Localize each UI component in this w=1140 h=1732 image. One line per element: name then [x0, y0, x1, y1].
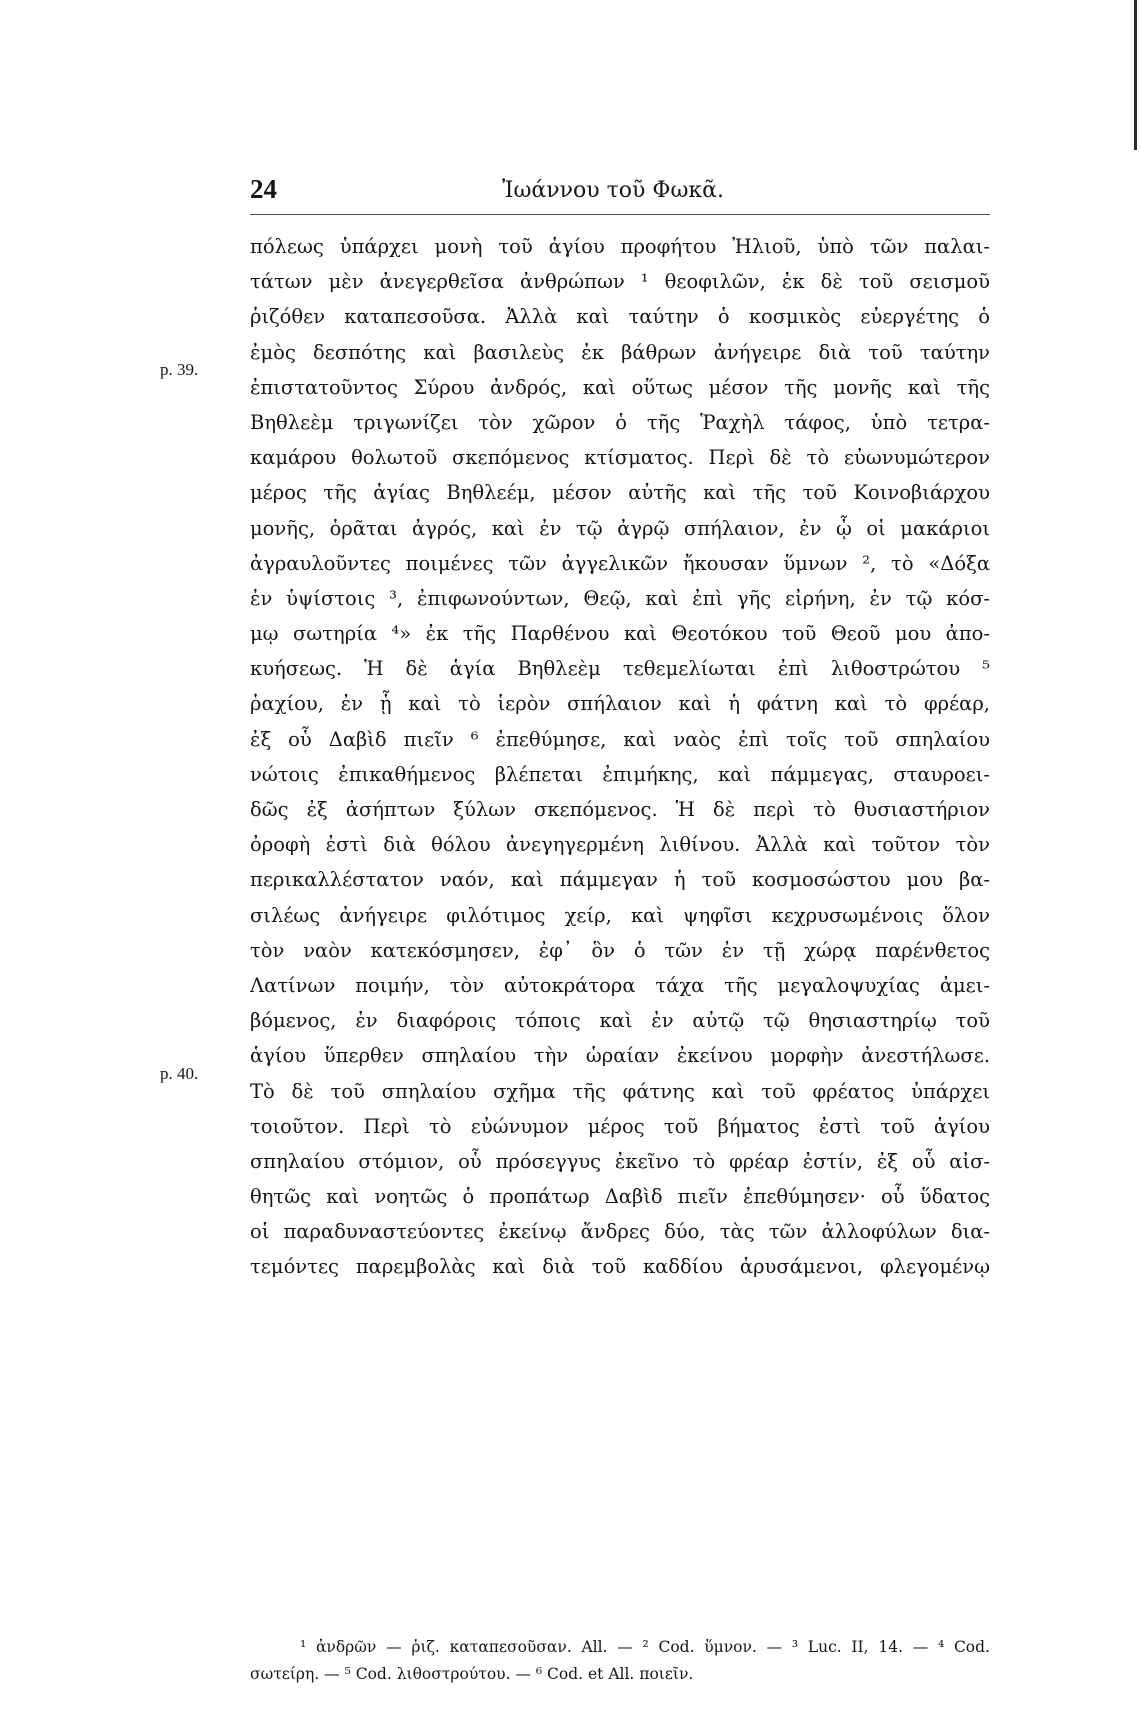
margin-note-p40: p. 40. [160, 1064, 199, 1083]
text-line: μῳ σωτηρία ⁴» ἐκ τῆς Παρθένου καὶ Θεοτόκου τοῦ Θεοῦ μου ἀπο- [250, 622, 990, 646]
text-line: θητῶς καὶ νοητῶς ὁ προπάτωρ Δαβὶδ πιεῖν ἐπεθύμησεν· οὗ ὕδατος [250, 1185, 990, 1209]
text-line: οἱ παραδυναστεύοντες ἐκείνῳ ἄνδρες δύο, τὰς τῶν ἀλλοφύλων δια- [250, 1220, 990, 1244]
text-line: ἁγίου ὕπερθεν σπηλαίου τὴν ὡραίαν ἐκείνου μορφὴν ἀνεστήλωσε. [250, 1044, 990, 1068]
text-line: δῶς ἐξ ἀσήπτων ξύλων σκεπόμενος. Ἡ δὲ περὶ τὸ θυσιαστήριον [250, 798, 990, 821]
text-line: μονῆς, ὁρᾶται ἀγρός, καὶ ἐν τῷ ἀγρῷ σπήλαιον, ἐν ᾧ οἱ μακάριοι [250, 516, 990, 540]
text-line: τὸν ναὸν κατεκόσμησεν, ἐφ᾽ ὃν ὁ τῶν ἐν τῇ χώρᾳ παρένθετος [250, 938, 990, 962]
footnote-line: σωτείρη. — ⁵ Cod. λιθοστρούτου. — ⁶ Cod. et All. ποιεῖν. [250, 1665, 694, 1683]
text-line: ἐμὸς δεσπότης καὶ βασιλεὺς ἐκ βάθρων ἀνήγειρε διὰ τοῦ ταύτην [250, 340, 990, 364]
text-line: ῥαχίου, ἐν ᾗ καὶ τὸ ἱερὸν σπήλαιον καὶ ἡ φάτνη καὶ τὸ φρέαρ, [250, 692, 990, 716]
running-title: Ἰωάννου τοῦ Φωκᾶ. [502, 178, 724, 203]
text-line: Τὸ δὲ τοῦ σπηλαίου σχῆμα τῆς φάτνης καὶ τοῦ φρέατος ὑπάρχει [250, 1079, 990, 1103]
text-line: τάτων μὲν ἀνεγερθεῖσα ἀνθρώπων ¹ θεοφιλῶν, ἐκ δὲ τοῦ σεισμοῦ [250, 270, 990, 294]
text-line: Λατίνων ποιμήν, τὸν αὐτοκράτορα τάχα τῆς μεγαλοψυχίας ἀμει- [250, 973, 990, 997]
text-line: βόμενος, ἐν διαφόροις τόποις καὶ ἐν αὐτῷ τῷ θησιαστηρίῳ τοῦ [250, 1009, 990, 1033]
margin-note-p39: p. 39. [160, 360, 199, 379]
text-line: ὀροφὴ ἐστὶ διὰ θόλου ἀνεγηγερμένη λιθίνου. Ἀλλὰ καὶ τοῦτον τὸν [250, 833, 990, 857]
page-number: 24 [250, 174, 277, 204]
text-line: Βηθλεὲμ τριγωνίζει τὸν χῶρον ὁ τῆς Ῥαχὴλ τάφος, ὑπὸ τετρα- [250, 410, 990, 434]
text-line: ῥιζόθεν καταπεσοῦσα. Ἀλλὰ καὶ ταύτην ὁ κοσμικὸς εὐεργέτης ὁ [250, 305, 990, 329]
footnote-line: ¹ ἀνδρῶν — ῥιζ. καταπεσοῦσαν. All. — ² Cod. ὕμνον. — ³ Luc. II, 14. — ⁴ Cod. [300, 1638, 990, 1656]
text-line: ἐπιστατοῦντος Σύρου ἀνδρός, καὶ οὕτως μέσον τῆς μονῆς καὶ τῆς [250, 375, 990, 399]
text-line: καμάρου θολωτοῦ σκεπόμενος κτίσματος. Περὶ δὲ τὸ εὐωνυμώτερον [250, 446, 990, 470]
header-rule [250, 214, 990, 215]
text-line: ἐν ὑψίστοις ³, ἐπιφωνούντων, Θεῷ, καὶ ἐπὶ γῆς εἰρήνη, ἐν τῷ κόσ- [250, 586, 990, 610]
text-line: περικαλλέστατον ναόν, καὶ πάμμεγαν ἡ τοῦ κοσμοσώστου μου βα- [250, 868, 990, 892]
text-line: σιλέως ἀνήγειρε φιλότιμος χείρ, καὶ ψηφῖσι κεχρυσωμένοις ὅλον [250, 903, 990, 927]
text-line: ἐξ οὗ Δαβὶδ πιεῖν ⁶ ἐπεθύμησε, καὶ ναὸς ἐπὶ τοῖς τοῦ σπηλαίου [250, 727, 990, 751]
text-line: ἀγραυλοῦντες ποιμένες τῶν ἀγγελικῶν ἤκουσαν ὕμνων ², τὸ «Δόξα [250, 551, 990, 575]
text-line: νώτοις ἐπικαθήμενος βλέπεται ἐπιμήκης, καὶ πάμμεγας, σταυροει- [250, 762, 990, 786]
footnotes [250, 1634, 990, 1688]
scan-edge-line [1134, 0, 1137, 150]
text-line: τεμόντες παρεμβολὰς καὶ διὰ τοῦ καδδίου ἀρυσάμενοι, φλεγομένῳ [250, 1255, 990, 1279]
text-line: τοιοῦτον. Περὶ τὸ εὐώνυμον μέρος τοῦ βήματος ἐστὶ τοῦ ἁγίου [250, 1114, 990, 1138]
text-line: κυήσεως. Ἡ δὲ ἁγία Βηθλεὲμ τεθεμελίωται ἐπὶ λιθοστρώτου ⁵ [250, 657, 990, 681]
body-text [250, 229, 990, 1285]
running-head [250, 174, 990, 214]
text-line: σπηλαίου στόμιον, οὗ πρόσεγγυς ἐκεῖνο τὸ φρέαρ ἐστίν, ἐξ οὗ αἰσ- [250, 1149, 990, 1173]
text-line: πόλεως ὑπάρχει μονὴ τοῦ ἁγίου προφήτου Ἠλιοῦ, ὑπὸ τῶν παλαι- [250, 235, 990, 258]
text-line: μέρος τῆς ἁγίας Βηθλεέμ, μέσον αὐτῆς καὶ τῆς τοῦ Κοινοβιάρχου [250, 481, 990, 505]
